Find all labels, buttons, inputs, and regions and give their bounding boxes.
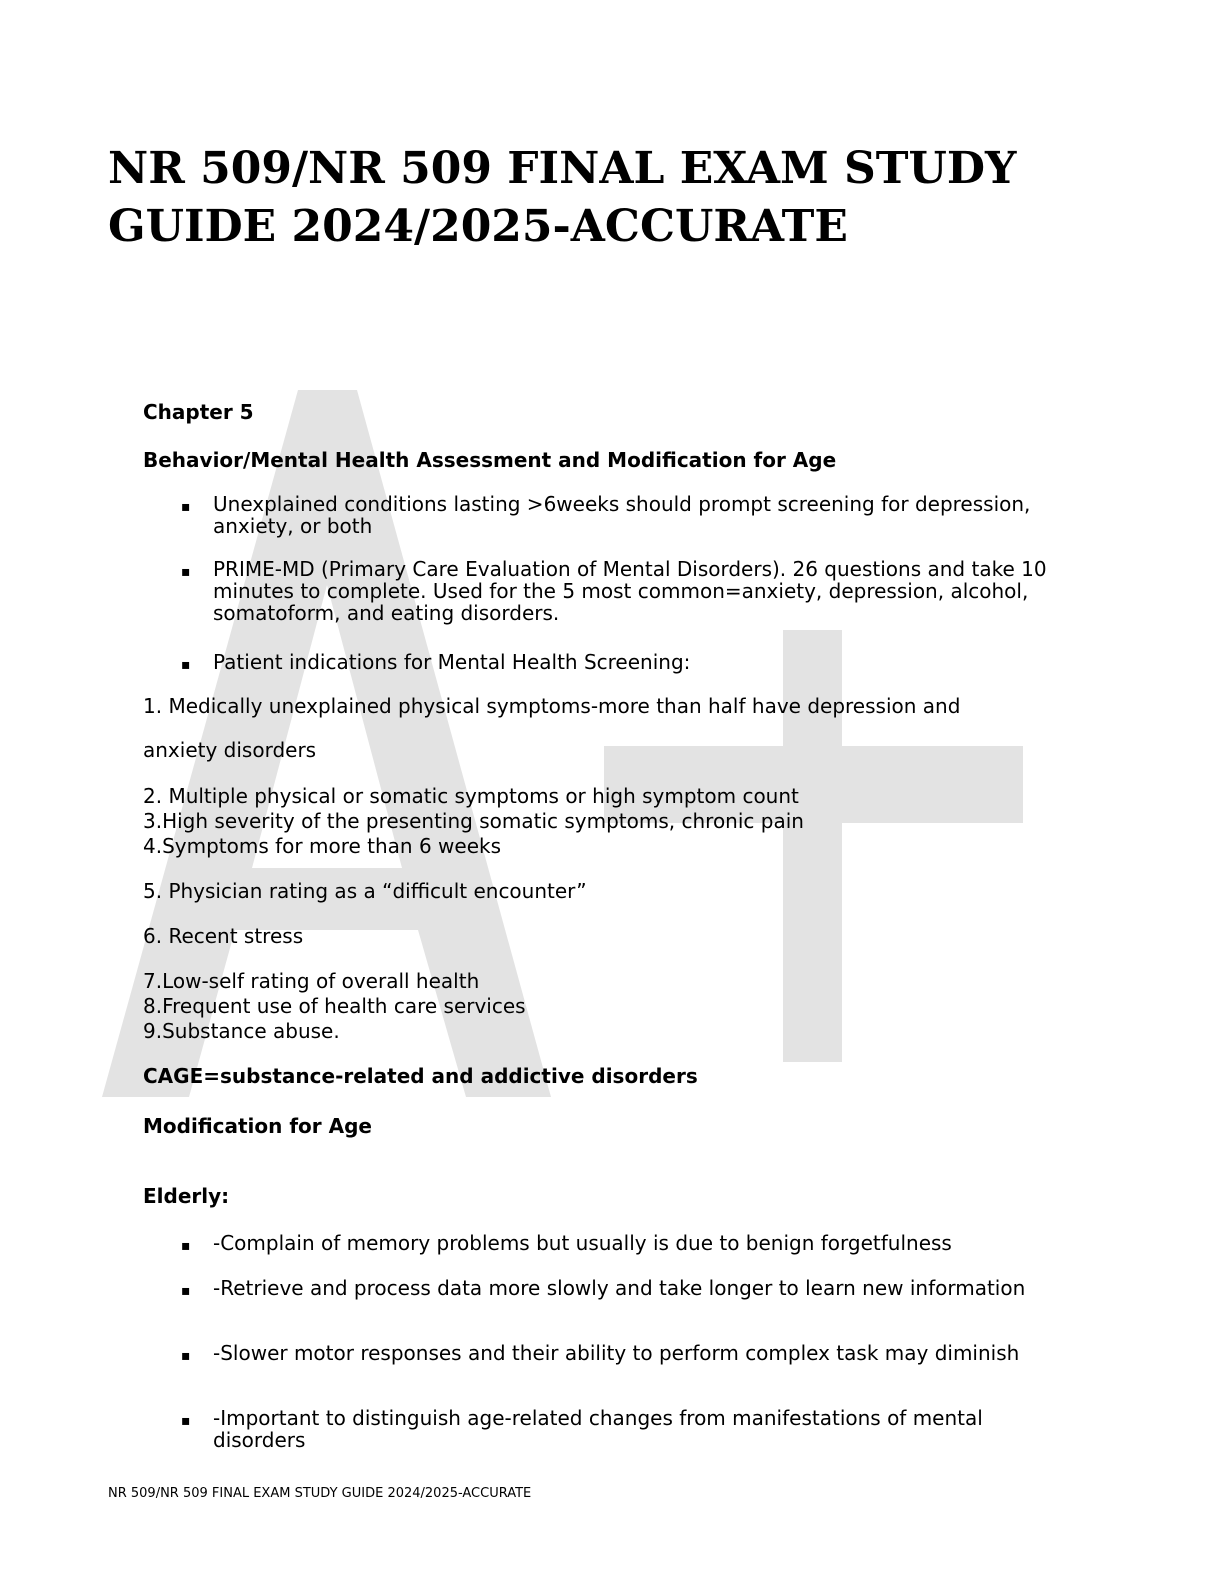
indication-item: 7.Low-self rating of overall health: [143, 969, 480, 993]
indication-item: 5. Physician rating as a “difficult encounter”: [143, 879, 587, 903]
bullet-marker: ▪: [181, 657, 191, 673]
elderly-bullet: -Complain of memory problems but usually is due to benign forgetfulness: [213, 1231, 952, 1255]
page-footer: NR 509/NR 509 FINAL EXAM STUDY GUIDE 2024/2025-ACCURATE: [108, 1486, 532, 1501]
bullet-marker: ▪: [181, 499, 191, 515]
indication-item: anxiety disorders: [143, 738, 317, 762]
indication-item: 9.Substance abuse.: [143, 1019, 340, 1043]
intro-bullet: Unexplained conditions lasting >6weeks should prompt screening for depression, anxiety, or both: [213, 492, 1031, 538]
indication-item: 3.High severity of the presenting somatic symptoms, chronic pain: [143, 809, 804, 833]
chapter-heading: Chapter 5: [143, 400, 254, 424]
document-title: NR 509/NR 509 FINAL EXAM STUDY GUIDE 2024/2025-ACCURATE: [108, 143, 1017, 252]
cage-heading: CAGE=substance-related and addictive disorders: [143, 1064, 698, 1088]
bullet-marker: ▪: [181, 1348, 191, 1364]
bullet-marker: ▪: [181, 1413, 191, 1429]
indication-item: 6. Recent stress: [143, 924, 304, 948]
indication-item: 2. Multiple physical or somatic symptoms or high symptom count: [143, 784, 799, 808]
elderly-heading: Elderly:: [143, 1184, 230, 1208]
indication-item: 4.Symptoms for more than 6 weeks: [143, 834, 502, 858]
indication-item: 1. Medically unexplained physical symptoms-more than half have depression and: [143, 694, 961, 718]
elderly-bullet: -Retrieve and process data more slowly and take longer to learn new information: [213, 1276, 1026, 1300]
bullet-marker: ▪: [181, 1238, 191, 1254]
intro-bullet: Patient indications for Mental Health Screening:: [213, 650, 691, 674]
bullet-marker: ▪: [181, 1283, 191, 1299]
elderly-bullet: -Slower motor responses and their ability to perform complex task may diminish: [213, 1341, 1020, 1365]
intro-bullet: PRIME-MD (Primary Care Evaluation of Mental Disorders). 26 questions and take 10 minutes to complete. Used for the 5 most common=anxiety, depression, alcohol, somatoform, and eating disorders.: [213, 557, 1047, 625]
modification-heading: Modification for Age: [143, 1114, 372, 1138]
bullet-marker: ▪: [181, 564, 191, 580]
section-heading: Behavior/Mental Health Assessment and Modification for Age: [143, 448, 837, 472]
indication-item: 8.Frequent use of health care services: [143, 994, 526, 1018]
elderly-bullet: -Important to distinguish age-related changes from manifestations of mental disorders: [213, 1406, 983, 1452]
